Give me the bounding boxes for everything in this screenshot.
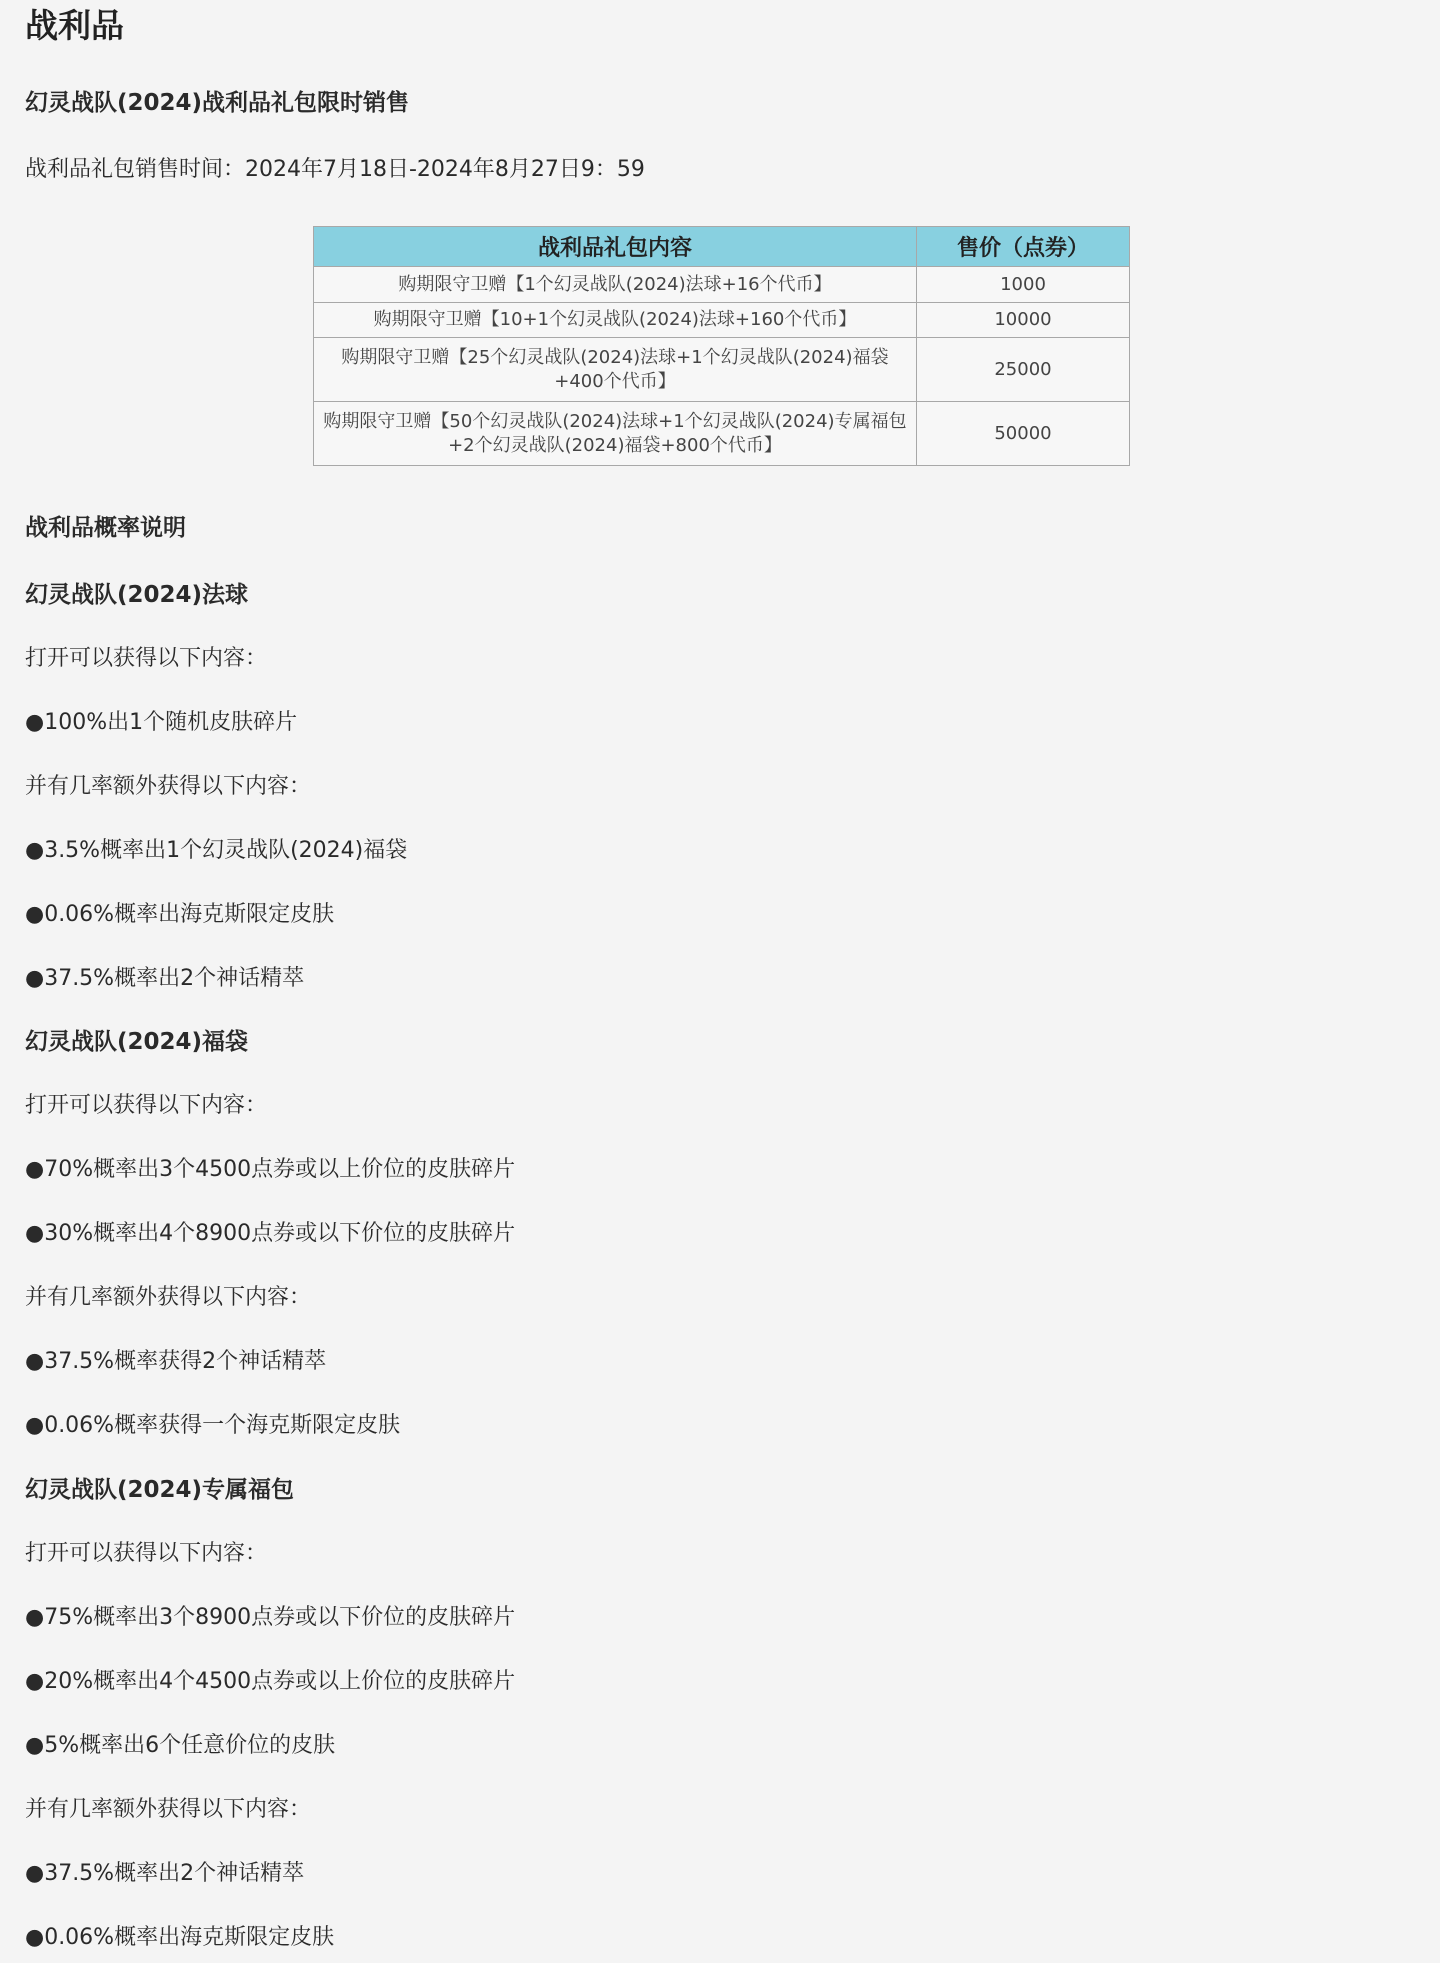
table-cell-content: 购期限守卫赠【10+1个幻灵战队(2024)法球+160个代币】 [314,303,917,338]
list-item: ●30%概率出4个8900点券或以下价位的皮肤碎片 [25,1221,516,1246]
sale-heading: 幻灵战队(2024)战利品礼包限时销售 [25,90,410,116]
list-item: ●37.5%概率获得2个神话精萃 [25,1349,327,1374]
pack-extra-text: 并有几率额外获得以下内容： [25,1797,312,1822]
gift-pack-table [313,226,1130,466]
table-cell-price: 50000 [917,402,1130,466]
orb-title: 幻灵战队(2024)法球 [25,582,249,608]
table-header-content: 战利品礼包内容 [314,227,917,267]
page-title: 战利品 [25,6,124,45]
bag-title: 幻灵战队(2024)福袋 [25,1029,249,1055]
list-item: ●0.06%概率出海克斯限定皮肤 [25,902,335,927]
list-item: ●37.5%概率出2个神话精萃 [25,1861,305,1886]
list-item: ●5%概率出6个任意价位的皮肤 [25,1733,336,1758]
table-row [314,303,1130,338]
list-item: ●75%概率出3个8900点券或以下价位的皮肤碎片 [25,1605,516,1630]
orb-guaranteed-item: ●100%出1个随机皮肤碎片 [25,710,298,735]
table-row [314,267,1130,303]
table-cell-price: 10000 [917,303,1130,338]
sale-time: 战利品礼包销售时间：2024年7月18日-2024年8月27日9：59 [25,157,645,182]
bag-extra-text: 并有几率额外获得以下内容： [25,1285,312,1310]
table-cell-content: 购期限守卫赠【25个幻灵战队(2024)法球+1个幻灵战队(2024)福袋+400个代币】 [314,338,917,402]
orb-extra-text: 并有几率额外获得以下内容： [25,774,312,799]
table-header-price: 售价（点券） [917,227,1130,267]
table-row [314,402,1130,466]
list-item: ●3.5%概率出1个幻灵战队(2024)福袋 [25,838,408,863]
orb-open-text: 打开可以获得以下内容： [25,646,268,671]
table-cell-price: 1000 [917,267,1130,303]
probability-heading: 战利品概率说明 [25,515,186,541]
table-cell-content: 购期限守卫赠【50个幻灵战队(2024)法球+1个幻灵战队(2024)专属福包+2个幻灵战队(2024)福袋+800个代币】 [314,402,917,466]
table-row [314,338,1130,402]
list-item: ●0.06%概率获得一个海克斯限定皮肤 [25,1413,401,1438]
list-item: ●0.06%概率出海克斯限定皮肤 [25,1925,335,1950]
list-item: ●70%概率出3个4500点券或以上价位的皮肤碎片 [25,1157,516,1182]
pack-title: 幻灵战队(2024)专属福包 [25,1477,295,1503]
table-cell-content: 购期限守卫赠【1个幻灵战队(2024)法球+16个代币】 [314,267,917,303]
table-cell-price: 25000 [917,338,1130,402]
pack-open-text: 打开可以获得以下内容： [25,1541,268,1566]
list-item: ●37.5%概率出2个神话精萃 [25,966,305,991]
table-header-row [314,227,1130,267]
list-item: ●20%概率出4个4500点券或以上价位的皮肤碎片 [25,1669,516,1694]
bag-open-text: 打开可以获得以下内容： [25,1093,268,1118]
